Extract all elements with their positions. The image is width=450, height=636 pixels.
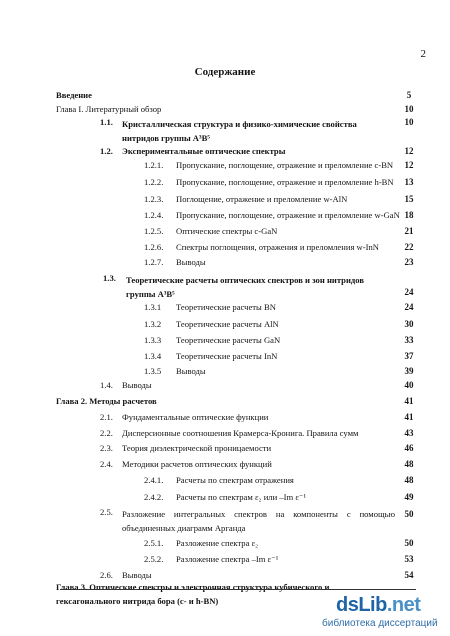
toc-entry-page: 50 [404,538,414,548]
toc-entry-number: 1.2.2. [144,177,164,187]
toc-entry-text: Разложение интегральных спектров на компоненты с помощью объединенных диаграмм Арганда [122,509,395,533]
toc-entry-text: Спектры поглощения, отражения и преломления w-InN [176,242,379,252]
toc-entry-page: 15 [404,194,414,204]
toc-entry-page: 40 [404,380,414,390]
toc-entry-text: Введение [56,90,92,100]
toc-entry-page: 37 [404,351,414,361]
toc-entry-page: 5 [406,90,412,100]
toc-entry-number: 1.2.7. [144,257,164,267]
toc-entry-page: 48 [404,459,414,469]
toc-entry-page: 50 [404,509,414,519]
toc-entry-number: 2.4.1. [144,475,164,485]
toc-entry-page: 41 [404,412,414,422]
toc-entry-number: 2.1. [100,412,113,422]
toc-entry-number: 1.4. [100,380,113,390]
toc-entry-text: Кристаллическая структура и физико-химические свойства нитридов группы A³B⁵ [122,119,357,143]
toc-entry-text: Теоретические расчеты InN [176,351,278,361]
toc-entry-number: 1.3.2 [144,319,162,329]
toc-entry-page: 43 [404,428,414,438]
watermark [318,594,446,632]
toc-entry-page: 24 [404,302,414,312]
toc-entry-text: Выводы [122,570,152,580]
toc-entry-page: 33 [404,335,414,345]
toc-entry-number: 1.3.5 [144,366,162,376]
toc-entry-page: 22 [404,242,414,252]
toc-entry-text: Разложение спектра –Im ε⁻¹ [176,554,279,564]
toc-entry-page: 48 [404,475,414,485]
toc-entry-text: Теоретические расчеты BN [176,302,276,312]
toc-entry-page: 46 [404,443,414,453]
toc-entry-number: 1.2.4. [144,210,164,220]
toc-entry-page: 10 [404,117,414,127]
toc-entry-text: Выводы [122,380,152,390]
toc-entry-text: Теоретические расчеты оптических спектров и зон нитридов группы A³B⁵ [126,275,364,299]
toc-entry-number: 1.2.5. [144,226,164,236]
toc-entry-text: Теоретические расчеты AlN [176,319,279,329]
toc-entry-text: Глава I. Литературный обзор [56,104,162,114]
toc-entry-text: Пропускание, поглощение, отражение и преломление c-BN [176,160,394,170]
toc-entry-number: 1.3. [103,273,116,283]
toc-entry-text: Дисперсионные соотношения Крамерса-Кронига. Правила сумм [122,428,359,438]
page-number: 2 [420,48,426,60]
toc-entry-page: 13 [404,177,414,187]
toc-entry-text: Глава 2. Методы расчетов [56,396,157,406]
toc-entry-text: Оптические спектры c-GaN [176,226,278,236]
toc-entry-page: 54 [404,570,414,580]
toc-entry-page: 12 [404,146,414,156]
toc-entry-text: Пропускание, поглощение, отражение и преломление h-BN [176,177,394,187]
toc-entry-text: Поглощение, отражение и преломление w-AlN [176,194,348,204]
toc-entry-page: 23 [404,257,414,267]
toc-entry-number: 2.5.2. [144,554,164,564]
toc-entry-text: Глава 3. Оптические спектры и электронная структура кубического и гексагонального нитрида бора (c- и h-BN) [56,582,330,606]
toc-entry-page: 49 [404,492,414,502]
toc-entry-page: 18 [404,210,414,220]
toc-entry-number: 2.5.1. [144,538,164,548]
toc-entry-page: 39 [404,366,414,376]
toc-title: Содержание [194,66,256,78]
toc-entry-number: 2.4. [100,459,113,469]
watermark-logo: dsLib.net [336,594,421,616]
toc-entry-page: 10 [404,104,414,114]
toc-entry-page: 21 [404,226,414,236]
toc-entry-number: 1.2. [100,146,113,156]
toc-entry-number: 2.3. [100,443,113,453]
toc-entry-text: Выводы [176,257,206,267]
toc-entry-page: 24 [404,287,414,297]
toc-entry-number: 2.5. [100,507,113,517]
toc-entry-number: 2.4.2. [144,492,164,502]
toc-entry-text: Расчеты по спектрам ε₂ или –Im ε⁻¹ [176,492,307,502]
toc-entry-number: 1.3.3 [144,335,162,345]
divider [60,589,416,590]
toc-entry-number: 1.2.3. [144,194,164,204]
toc-entry-text: Выводы [176,366,206,376]
toc-entry-number: 1.1. [100,117,113,127]
toc-entry-page: 53 [404,554,414,564]
toc-entry-text: Пропускание, поглощение, отражение и преломление w-GaN [176,210,400,220]
toc-entry-text: Методики расчетов оптических функций [122,459,272,469]
toc-entry-text: Теоретические расчеты GaN [176,335,281,345]
toc-entry-number: 1.2.6. [144,242,164,252]
toc-entry-text: Теория диэлектрической проницаемости [122,443,272,453]
toc-entry-page: 41 [404,396,414,406]
watermark-subtitle: библиотека диссертаций [322,618,438,629]
toc-entry-page: 30 [404,319,414,329]
toc-entry-number: 1.2.1. [144,160,164,170]
toc-entry-text: Экспериментальные оптические спектры [122,146,286,156]
toc-entry-number: 2.6. [100,570,113,580]
toc-entry-text: Разложение спектра ε₂ [176,538,259,548]
toc-entry-number: 1.3.1 [144,302,162,312]
toc-entry-page: 12 [404,160,414,170]
toc-entry-number: 1.3.4 [144,351,162,361]
toc-entry-number: 2.2. [100,428,113,438]
toc-entry-text: Фундаментальные оптические функции [122,412,269,422]
toc-entry-text: Расчеты по спектрам отражения [176,475,294,485]
